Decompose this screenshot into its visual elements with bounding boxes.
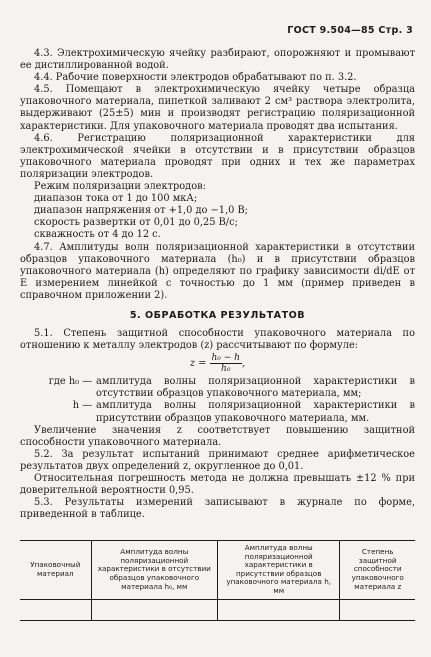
document-body xyxy=(20,48,415,521)
paragraph-4-7: 4.7. Амплитуды волн поляризационной характеристики в отсутствии образцов упаковочного материала (h₀) и в присутствии образцов упаковочного материала (h) определяют по графику зависимости di/dE от E измерением линейкой с точностью до 1 мм (пример приведен в справочном приложении 2). xyxy=(20,241,415,301)
formula xyxy=(20,353,415,374)
paragraph-5-3: 5.3. Результаты измерений записывают в журнале по форме, приведенной в таблице. xyxy=(20,497,415,521)
mode-item: диапазон напряжения от +1,0 до −1,0 В; xyxy=(34,205,248,217)
definition-text: амплитуда волны поляризационной характеристики в присутствии образцов упаковочного материала, мм. xyxy=(96,400,415,424)
paragraph-4-4: 4.4. Рабочие поверхности электродов обрабатывают по п. 3.2. xyxy=(34,72,357,84)
mode-item: скорость развертки от 0,01 до 0,25 В/с; xyxy=(34,217,238,229)
mode-list xyxy=(20,193,415,241)
definition-text: амплитуда волны поляризационной характеристики в отсутствии образцов упаковочного материала, мм; xyxy=(96,376,415,400)
paragraph-error: Относительная погрешность метода не должна превышать ±12 % при доверительной вероятности 0,95. xyxy=(20,473,415,497)
table-row xyxy=(20,599,415,620)
section-title: 5. ОБРАБОТКА РЕЗУЛЬТАТОВ xyxy=(129,309,306,321)
results-table xyxy=(20,540,415,621)
definition-symbol: h — xyxy=(72,400,92,412)
paragraph-4-3: 4.3. Электрохимическую ячейку разбирают, опорожняют и промывают ее дистиллированной водой. xyxy=(20,48,415,72)
paragraph-4-6: 4.6. Регистрацию поляризационной характеристики для электрохимической ячейки в отсутствии и в присутствии образцов упаковочного материала проводят при одних и тех же параметрах поляризации электродов. xyxy=(20,132,415,180)
paragraph-increase: Увеличение значения z соответствует повышению защитной способности упаковочного материала. xyxy=(20,424,415,448)
definition-h xyxy=(20,400,415,424)
formula-end: , xyxy=(241,358,246,370)
table-header: Амплитуда волны поляризационной характеристики в присутствии образцов упаковочного материала h, мм xyxy=(217,541,339,600)
formula-lhs: z = xyxy=(189,358,207,370)
table-header: Степень защитной способности упаковочного материала z xyxy=(340,541,415,600)
table-cell xyxy=(20,599,91,620)
table-cell xyxy=(91,599,217,620)
mode-item: диапазон тока от 1 до 100 мкА; xyxy=(34,193,198,205)
page-header: ГОСТ 9.504—85 Стр. 3 xyxy=(287,25,413,36)
mode-title: Режим поляризации электродов: xyxy=(34,181,206,193)
table-cell xyxy=(217,599,339,620)
definition-symbol: где h₀ — xyxy=(48,376,92,388)
paragraph-5-2: 5.2. За результат испытаний принимают среднее арифметическое результатов двух определений z, округленное до 0,01. xyxy=(20,448,415,472)
table-cell xyxy=(340,599,415,620)
table-header: Амплитуда волны поляризационной характеристики в отсутствии образцов упаковочного материала h₀, мм xyxy=(91,541,217,600)
formula-denominator: h₀ xyxy=(221,364,231,375)
paragraph-5-1: 5.1. Степень защитной способности упаковочного материала по отношению к металлу электродов (z) рассчитывают по формуле: xyxy=(20,328,415,352)
formula-numerator: h₀ − h xyxy=(211,353,240,364)
formula-fraction xyxy=(210,353,242,374)
table-header: Упаковочный материал xyxy=(20,541,91,600)
definition-h0 xyxy=(20,376,415,400)
paragraph-4-5: 4.5. Помещают в электрохимическую ячейку четыре образца упаковочного материала, пипеткой заливают 2 см³ раствора электролита, выдерживают (25±5) мин и производят регистрацию поляризационной характеристики. Для упаковочного материала проводят два испытания. xyxy=(20,84,415,132)
table-header-row xyxy=(20,541,415,600)
mode-item: скважность от 4 до 12 с. xyxy=(34,229,161,241)
